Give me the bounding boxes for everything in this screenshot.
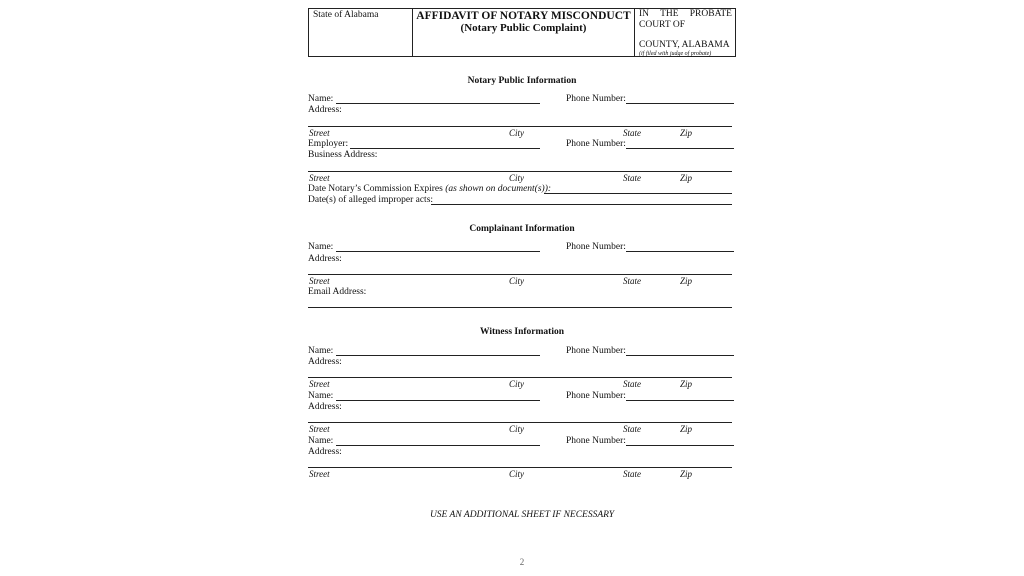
notary-street-caption: Street: [309, 128, 330, 138]
witness2-name-label: Name:: [308, 391, 334, 401]
notary-phone-label: Phone Number:: [566, 94, 626, 104]
witness2-city-caption: City: [509, 424, 524, 434]
county-blank[interactable]: [639, 30, 732, 40]
witness3-phone-field[interactable]: [626, 445, 734, 446]
employer-field[interactable]: [350, 148, 540, 149]
witness3-city-caption: City: [509, 469, 524, 479]
form-title: AFFIDAVIT OF NOTARY MISCONDUCT: [416, 10, 631, 22]
business-state-caption: State: [623, 173, 641, 183]
witness3-zip-caption: Zip: [680, 469, 693, 479]
witness2-zip-caption: Zip: [680, 424, 693, 434]
title-cell: [413, 9, 635, 56]
business-street-caption: Street: [309, 173, 330, 183]
email-field[interactable]: [308, 307, 732, 308]
witness2-phone-field[interactable]: [626, 400, 734, 401]
witness3-address-field[interactable]: [308, 467, 732, 468]
complainant-zip-caption: Zip: [680, 276, 693, 286]
notary-name-field[interactable]: [336, 103, 540, 104]
witness2-street-caption: Street: [309, 424, 330, 434]
county-line: COUNTY, ALABAMA: [639, 40, 730, 50]
witness2-state-caption: State: [623, 424, 641, 434]
witness1-phone-label: Phone Number:: [566, 346, 626, 356]
section-witness-title: Witness Information: [479, 327, 564, 337]
complainant-street-caption: Street: [309, 276, 330, 286]
section-notary-title: Notary Public Information: [467, 76, 577, 86]
notary-state-caption: State: [623, 128, 641, 138]
notary-phone-field[interactable]: [626, 103, 734, 104]
business-zip-caption: Zip: [680, 173, 693, 183]
complainant-name-field[interactable]: [336, 251, 540, 252]
complainant-phone-field[interactable]: [626, 251, 734, 252]
page-number: 2: [519, 557, 525, 567]
witness1-address-label: Address:: [308, 357, 342, 367]
email-label: Email Address:: [308, 287, 367, 297]
witness1-street-caption: Street: [309, 379, 330, 389]
notary-city-caption: City: [509, 128, 524, 138]
commission-note: (as shown on document(s)):: [445, 184, 552, 194]
notary-zip-caption: Zip: [680, 128, 693, 138]
business-address-label: Business Address:: [308, 150, 378, 160]
witness3-name-label: Name:: [308, 436, 334, 446]
witness3-address-label: Address:: [308, 447, 342, 457]
witness2-name-field[interactable]: [336, 400, 540, 401]
witness1-city-caption: City: [509, 379, 524, 389]
witness1-name-field[interactable]: [336, 355, 540, 356]
witness2-address-label: Address:: [308, 402, 342, 412]
business-city-caption: City: [509, 173, 524, 183]
witness1-zip-caption: Zip: [680, 379, 693, 389]
employer-label: Employer:: [308, 139, 349, 149]
additional-sheet-note: USE AN ADDITIONAL SHEET IF NECESSARY: [429, 510, 615, 520]
witness3-state-caption: State: [623, 469, 641, 479]
witness2-address-field[interactable]: [308, 422, 732, 423]
witness3-phone-label: Phone Number:: [566, 436, 626, 446]
notary-address-label: Address:: [308, 105, 342, 115]
header-box: [308, 8, 736, 57]
complainant-address-field[interactable]: [308, 274, 732, 275]
court-note: (if filed with judge of probate): [639, 50, 712, 57]
witness1-name-label: Name:: [308, 346, 334, 356]
form-subtitle: (Notary Public Complaint): [460, 22, 587, 34]
state-cell: State of Alabama: [309, 9, 413, 56]
commission-prefix: Date Notary’s Commission Expires: [308, 184, 446, 194]
complainant-city-caption: City: [509, 276, 524, 286]
business-address-field[interactable]: [308, 171, 732, 172]
improper-acts-label: Date(s) of alleged improper acts:: [308, 195, 434, 205]
notary-name-label: Name:: [308, 94, 334, 104]
witness2-phone-label: Phone Number:: [566, 391, 626, 401]
complainant-state-caption: State: [623, 276, 641, 286]
complainant-phone-label: Phone Number:: [566, 242, 626, 252]
court-cell: [635, 9, 735, 56]
notary-address-field[interactable]: [308, 126, 732, 127]
court-line-1: IN THE PROBATE: [639, 9, 732, 19]
witness1-state-caption: State: [623, 379, 641, 389]
witness1-phone-field[interactable]: [626, 355, 734, 356]
complainant-name-label: Name:: [308, 242, 334, 252]
complainant-address-label: Address:: [308, 254, 342, 264]
witness3-street-caption: Street: [309, 469, 330, 479]
employer-phone-label: Phone Number:: [566, 139, 626, 149]
employer-phone-field[interactable]: [626, 148, 734, 149]
commission-expires-label: [308, 184, 551, 195]
improper-acts-field[interactable]: [431, 204, 732, 205]
section-complainant-title: Complainant Information: [469, 224, 575, 234]
witness1-address-field[interactable]: [308, 377, 732, 378]
commission-expires-field[interactable]: [544, 193, 732, 194]
witness3-name-field[interactable]: [336, 445, 540, 446]
court-line-2: COURT OF: [639, 19, 685, 30]
